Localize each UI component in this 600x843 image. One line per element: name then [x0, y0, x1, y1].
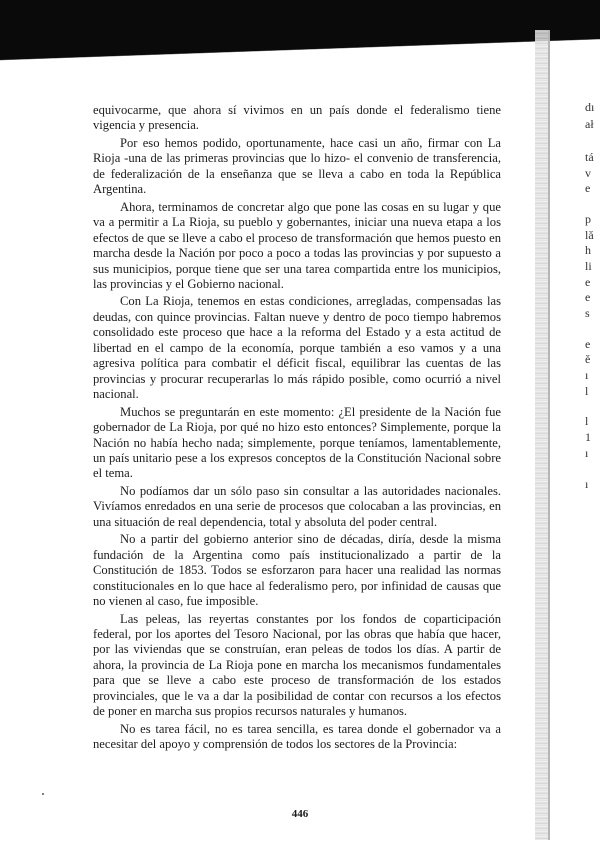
facing-fragment: l [585, 414, 589, 428]
facing-fragment: li [585, 259, 592, 273]
paragraph: Muchos se preguntarán en este momento: ¿El presidente de la Nación fue gobernador de La Rioja, por qué no hizo esto entonces? Simplemente, porque la Nación no había hecho nada; simplemente, porque teníamos, lamentablemente, un país unitario pese a los expresos conceptos de la Constitución Nacional sobre el tema. [93, 404, 501, 481]
paragraph: No es tarea fácil, no es tarea sencilla, es tarea donde el gobernador va a necesitar del apoyo y comprensión de todos los sectores de la Provincia: [93, 721, 501, 752]
facing-fragment: ĕ [585, 352, 591, 366]
facing-fragment: e [585, 181, 591, 195]
facing-fragment: ı [585, 446, 589, 460]
facing-fragment: 1 [585, 430, 591, 444]
facing-fragment: ı [585, 477, 589, 491]
facing-fragment: e [585, 290, 591, 304]
scan-top-shadow [0, 0, 600, 62]
facing-fragment: ał [585, 117, 594, 131]
facing-page-fragments [585, 0, 600, 843]
paragraph: No a partir del gobierno anterior sino de décadas, diría, desde la misma fundación de la Argentina como país institucionalizado a partir de la Constitución de 1853. Todos se esforzaron para hacer una realidad las normas constitucionales en lo que hace al federalismo pero, por infinidad de causas que no vienen al caso, fue imposible. [93, 532, 501, 609]
page-body-text [93, 103, 501, 755]
facing-fragment: lă [585, 228, 594, 242]
facing-fragment: e [585, 275, 591, 289]
book-spine-edge [548, 30, 550, 840]
facing-fragment: s [585, 306, 590, 320]
paragraph: Con La Rioja, tenemos en estas condiciones, arregladas, compensadas las deudas, con quince provincias. Faltan nueve y dentro de poco tiempo habremos consolidado este proceso que hace a la reforma del Estado y a esta actitud de libertad en el campo de la economía, porque también a eso vamos y a una agresiva política para combatir el déficit fiscal, equilibrar las cuentas de las provincias y procurar recuperarlas lo más rápido posible, como ocurrió a nivel nacional. [93, 294, 501, 402]
facing-fragment: ı [585, 368, 589, 382]
facing-fragment: e [585, 337, 591, 351]
book-spine-gutter [535, 30, 549, 840]
facing-fragment: v [585, 166, 591, 180]
scan-speck [42, 793, 44, 795]
paragraph: Ahora, terminamos de concretar algo que pone las cosas en su lugar y que va a permitir a La Rioja, su pueblo y gobernantes, iniciar una nueva etapa a los efectos de que se lleve a cabo el proceso de transformación que hemos puesto en marcha desde la Nación por poco a poco a todas las provincias y por supuesto a sus municipios, porque tiene que ser una tarea compartida entre los municipios, las provincias y el Gobierno nacional. [93, 199, 501, 291]
facing-fragment: h [585, 243, 591, 257]
facing-fragment: dı [585, 100, 595, 114]
paragraph: equivocarme, que ahora sí vivimos en un país donde el federalismo tiene vigencia y presencia. [93, 103, 501, 133]
paragraph: Las peleas, las reyertas constantes por los fondos de coparticipación federal, por los aportes del Tesoro Nacional, por las obras que había que hacer, por las viviendas que se construían, eran peleas de todos los días. A partir de ahora, la provincia de La Rioja pone en marcha los mecanismos fundamentales para que se lleve a cabo este proceso de transformación de los estados provinciales, que le va a dar la posibilidad de contar con recursos a los efectos de poner en marcha sus propios recursos naturales y humanos. [93, 611, 501, 719]
facing-fragment: tá [585, 150, 594, 164]
page-number: 446 [291, 808, 309, 820]
paragraph: Por eso hemos podido, oportunamente, hace casi un año, firmar con La Rioja -una de las primeras provincias que lo hizo- el convenio de transferencia, de federalización de la enseñanza que se lleva a cabo en toda la República Argentina. [93, 135, 501, 197]
paragraph: No podíamos dar un sólo paso sin consultar a las autoridades nacionales. Vivíamos enredados en una serie de procesos que colocaban a las provincias, en una situación de real dependencia, total y absoluta del poder central. [93, 483, 501, 529]
facing-fragment: l [585, 384, 589, 398]
facing-fragment: p [585, 212, 591, 226]
